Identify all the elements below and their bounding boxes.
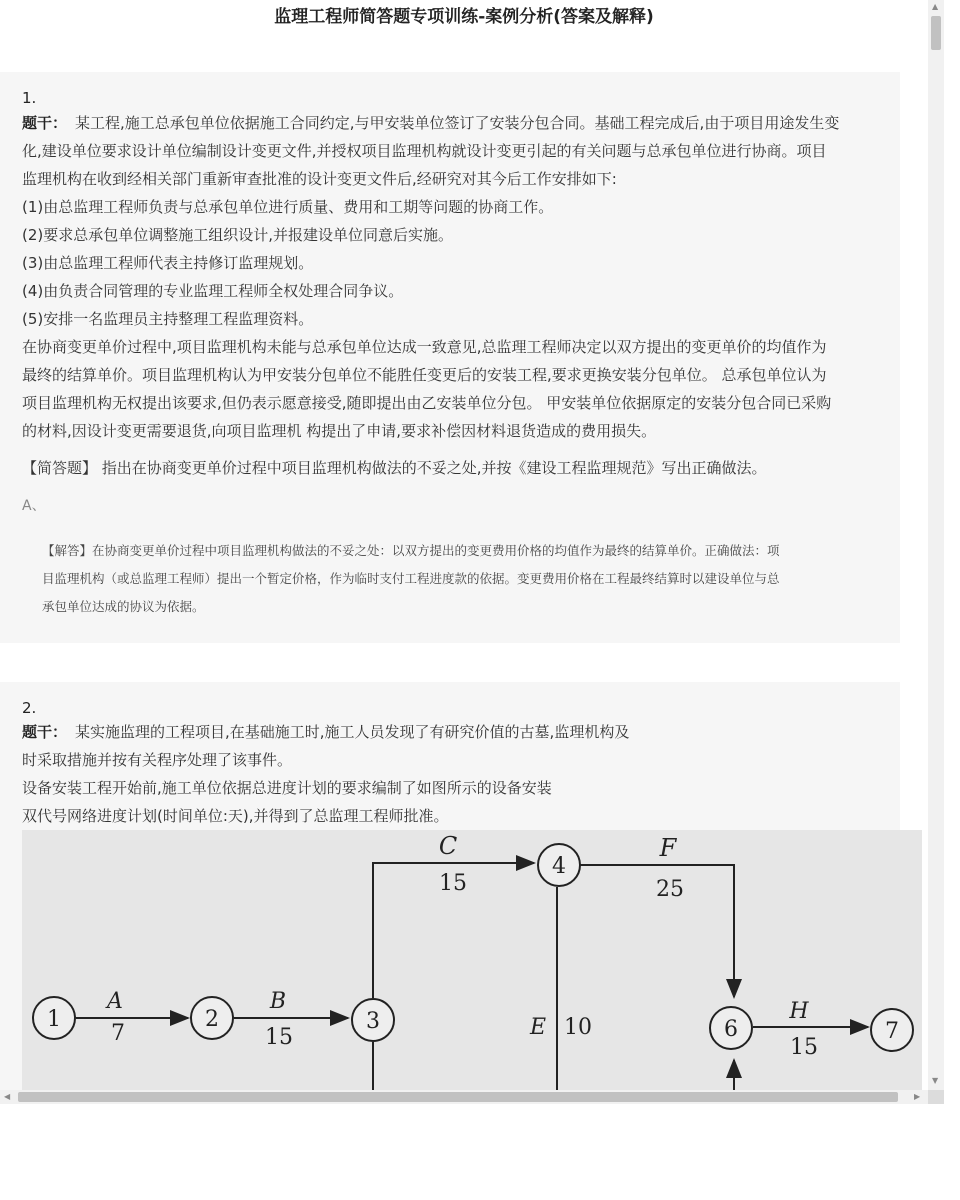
activity-label-h: H — [789, 999, 809, 1024]
stem-line: 设备安装工程开始前,施工单位依据总进度计划的要求编制了如图所示的设备安装 — [22, 779, 552, 797]
answer-option-a[interactable]: A、 — [22, 498, 46, 514]
stem-line: 双代号网络进度计划(时间单位:天),并得到了总监理工程师批准。 — [22, 807, 449, 825]
activity-duration-e: 10 — [564, 1015, 592, 1040]
scroll-right-icon[interactable]: ▶ — [914, 1092, 921, 1101]
activity-label-b: B — [269, 989, 287, 1014]
node-4 — [538, 844, 580, 886]
stem-line: 时采取措施并按有关程序处理了该事件。 — [22, 751, 293, 769]
horizontal-scrollbar-thumb[interactable] — [18, 1092, 898, 1102]
svg-text:4: 4 — [552, 854, 566, 879]
question-card-1 — [0, 72, 900, 643]
activity-label-a: A — [107, 989, 123, 1014]
scroll-down-icon[interactable]: ▼ — [932, 1076, 939, 1085]
node-1 — [33, 997, 75, 1039]
stem-line: 项目监理机构无权提出该要求,但仍表示愿意接受,随即提出由乙安装单位分包。 甲安装单位依据原定的安装分包合同已采购 — [22, 394, 832, 412]
stem-label: 题干： — [22, 723, 68, 741]
question-card-2 — [0, 682, 900, 1090]
svg-text:1: 1 — [47, 1007, 61, 1032]
question-stem — [22, 109, 888, 445]
activity-duration-f: 25 — [656, 877, 684, 902]
scroll-up-icon[interactable]: ▲ — [932, 2, 939, 11]
horizontal-scrollbar[interactable] — [0, 1090, 928, 1104]
question-stem — [22, 718, 888, 830]
activity-duration-c: 15 — [439, 871, 467, 896]
stem-line: (3)由总监理工程师代表主持修订监理规划。 — [22, 254, 314, 272]
svg-text:7: 7 — [885, 1019, 899, 1044]
network-diagram-image — [22, 830, 922, 1090]
svg-text:6: 6 — [724, 1017, 738, 1042]
activity-label-f: F — [659, 834, 677, 862]
svg-text:2: 2 — [205, 1007, 219, 1032]
stem-line: 题干： 某工程,施工总承包单位依据施工合同约定,与甲安装单位签订了安装分包合同。基础工程完成后,由于项目用途发生变 — [22, 114, 840, 132]
stem-line: 题干： 某实施监理的工程项目,在基础施工时,施工人员发现了有研究价值的古墓,监理机构及 — [22, 723, 630, 741]
page-title: 监理工程师简答题专项训练-案例分析(答案及解释) — [274, 7, 654, 27]
activity-duration-b: 15 — [265, 1025, 293, 1050]
network-diagram — [22, 830, 922, 1090]
vertical-scrollbar[interactable] — [928, 0, 944, 1090]
stem-line: 在协商变更单价过程中,项目监理机构未能与总承包单位达成一致意见,总监理工程师决定以双方提出的变更单价的均值作为 — [22, 338, 827, 356]
stem-line: (2)要求总承包单位调整施工组织设计,并报建设单位同意后实施。 — [22, 226, 454, 244]
stem-line: 监理机构在收到经相关部门重新审查批准的设计变更文件后,经研究对其今后工作安排如下: — [22, 170, 617, 188]
node-2 — [191, 997, 233, 1039]
vertical-scrollbar-thumb[interactable] — [931, 16, 941, 50]
stem-line: (4)由负责合同管理的专业监理工程师全权处理合同争议。 — [22, 282, 404, 300]
scroll-left-icon[interactable]: ◀ — [4, 1092, 11, 1101]
stem-line: (1)由总监理工程师负责与总承包单位进行质量、费用和工期等问题的协商工作。 — [22, 198, 554, 216]
activity-duration-a: 7 — [111, 1021, 125, 1046]
node-3 — [352, 999, 394, 1041]
question-number: 1. — [22, 89, 37, 107]
node-6 — [710, 1007, 752, 1049]
svg-text:3: 3 — [366, 1009, 380, 1034]
scrollbar-corner — [928, 1090, 944, 1104]
stem-line: 的材料,因设计变更需要退货,向项目监理机 构提出了申请,要求补偿因材料退货造成的费用损失。 — [22, 422, 657, 440]
stem-line: 化,建设单位要求设计单位编制设计变更文件,并授权项目监理机构就设计变更引起的有关问题与总承包单位进行协商。项目 — [22, 142, 827, 160]
activity-duration-h: 15 — [790, 1035, 818, 1060]
stem-line: 最终的结算单价。项目监理机构认为甲安装分包单位不能胜任变更后的安装工程,要求更换安装分包单位。 总承包单位认为 — [22, 366, 827, 384]
activity-label-e: E — [529, 1015, 547, 1040]
activity-label-c: C — [438, 832, 458, 860]
stem-line: (5)安排一名监理员主持整理工程监理资料。 — [22, 310, 314, 328]
stem-label: 题干： — [22, 114, 68, 132]
node-7 — [871, 1009, 913, 1051]
question-number: 2. — [22, 699, 37, 717]
question-prompt: 【简答题】 指出在协商变更单价过程中项目监理机构做法的不妥之处,并按《建设工程监理规范》写出正确做法。 — [22, 459, 767, 477]
answer-explanation: 【解答】在协商变更单价过程中项目监理机构做法的不妥之处：以双方提出的变更费用价格的均值作为最终的结算单价。正确做法：项 目监理机构（或总监理工程师）提出一个暂定价格，作为临时支付工程进度款的依据。变更费用价格在工程最终结算时以建设单位与总 承包单位达成的协议为依据。 — [42, 543, 780, 614]
